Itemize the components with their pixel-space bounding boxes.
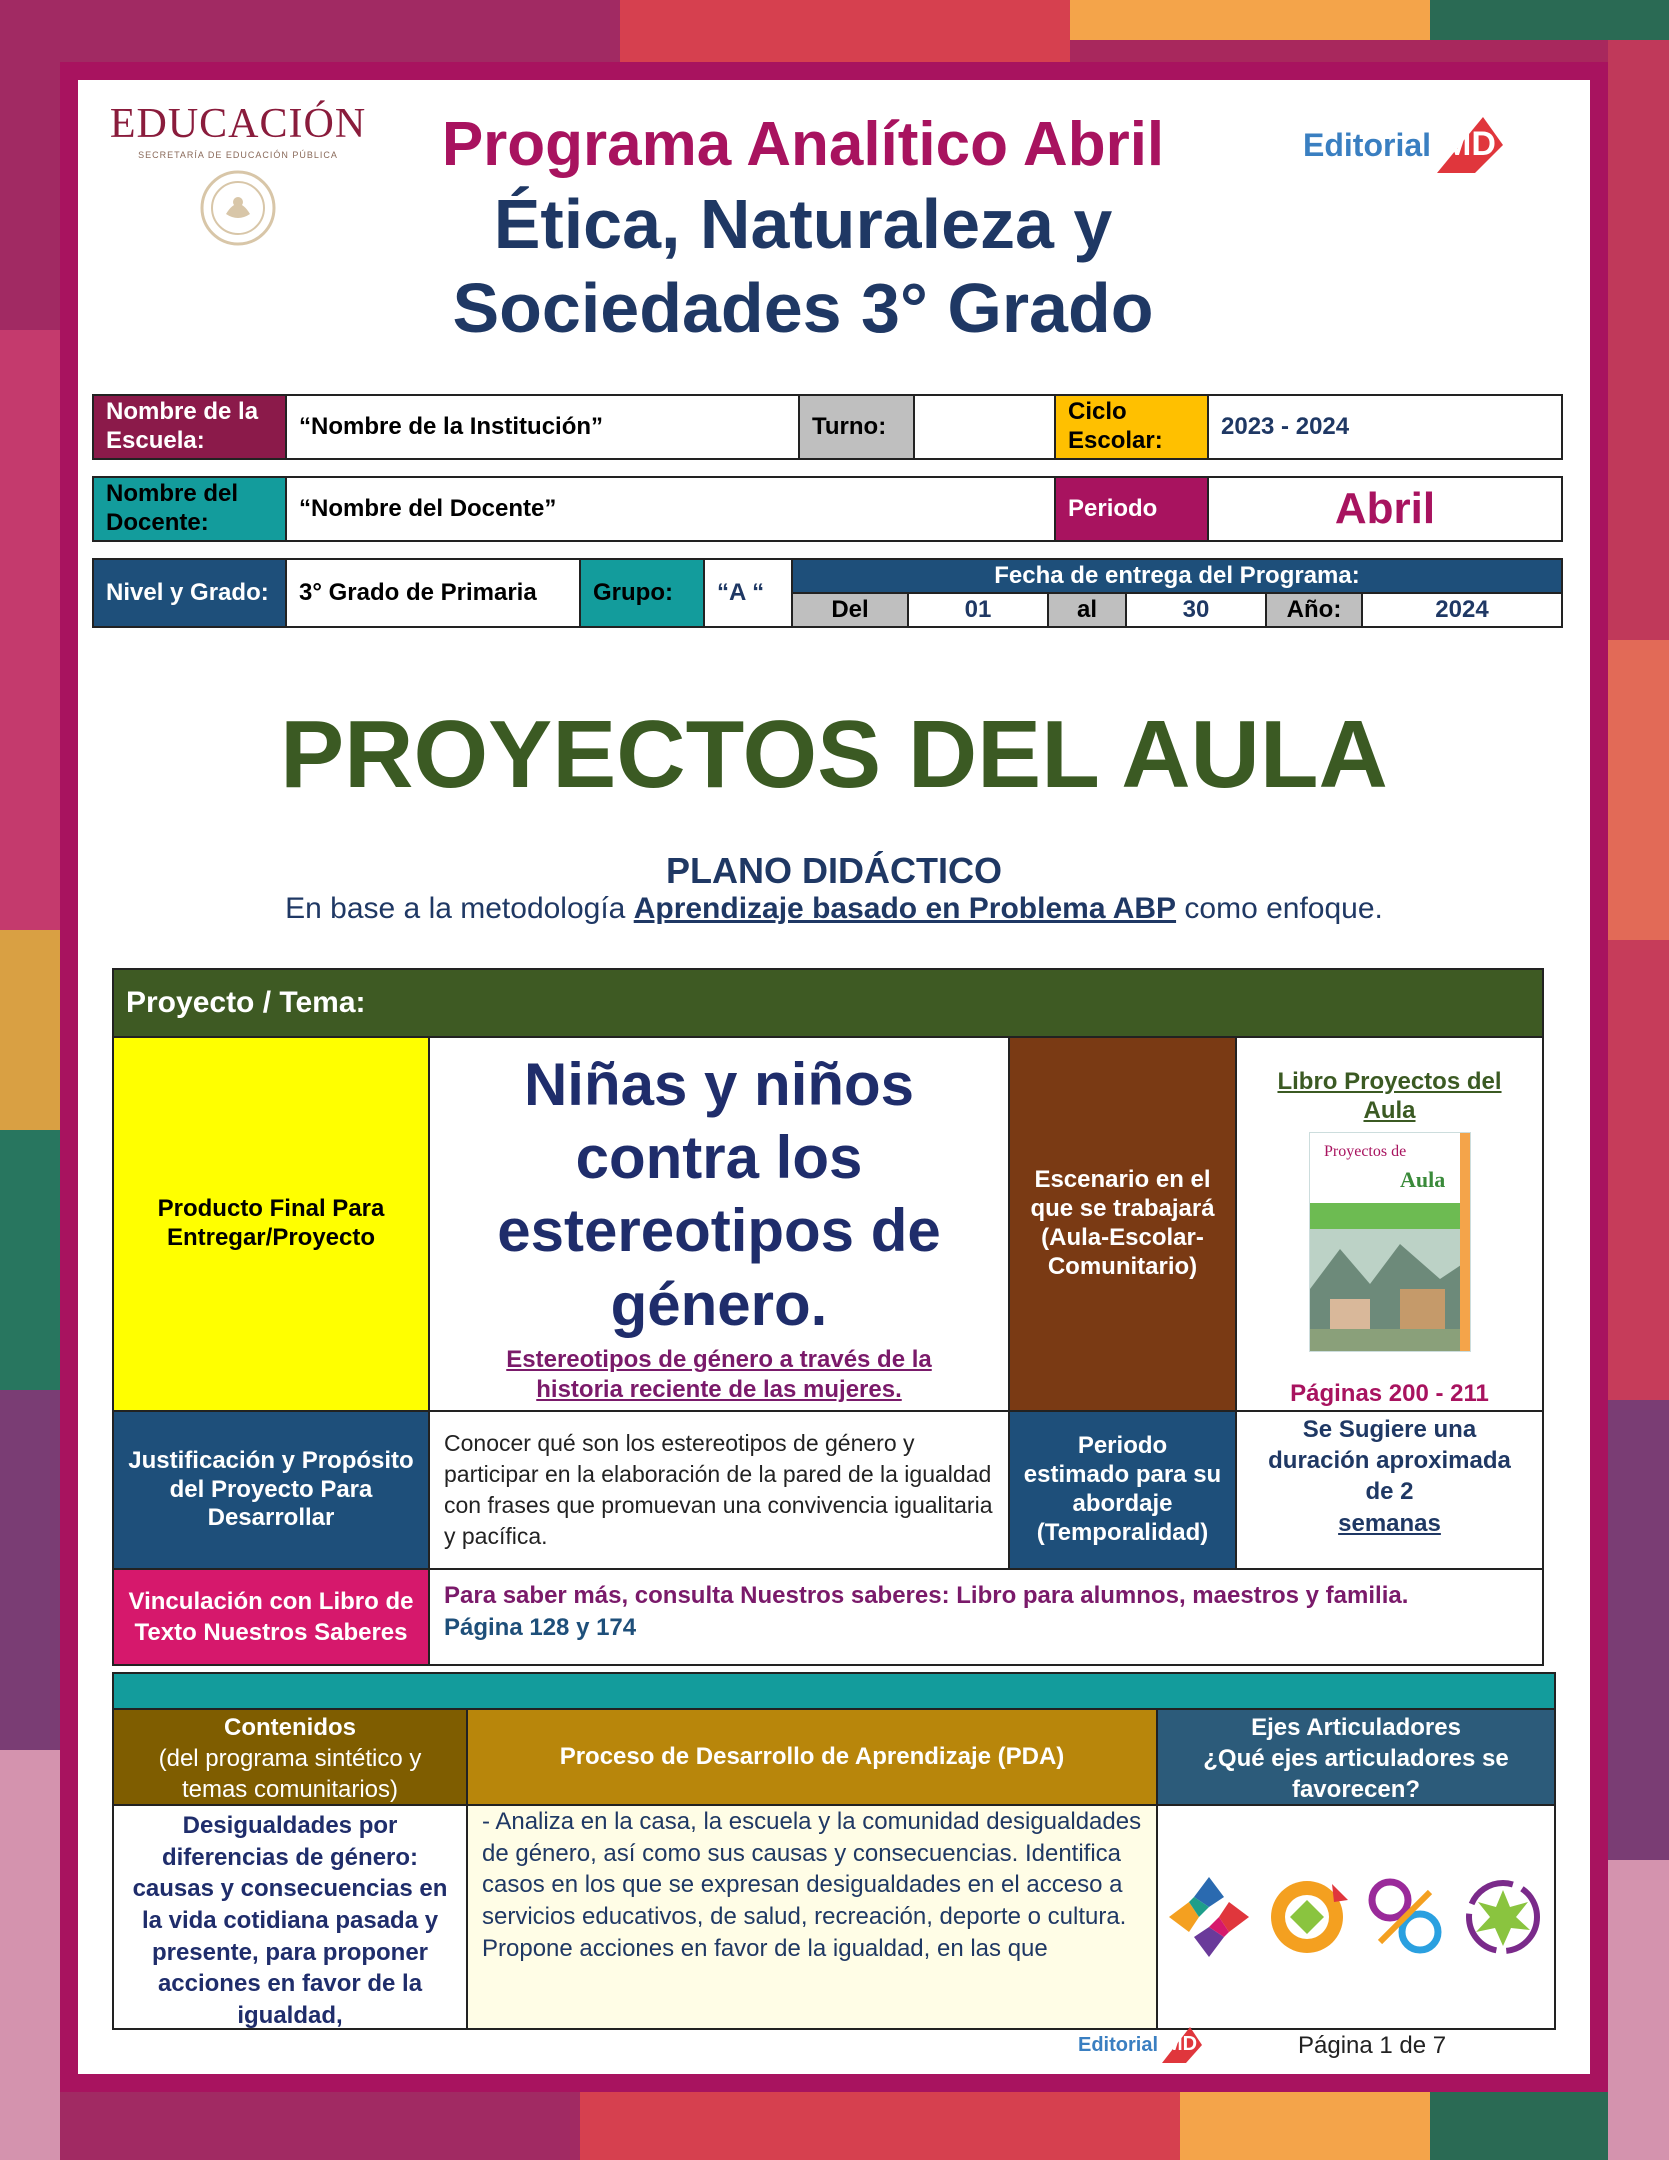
delivery-date-header: Fecha de entrega del Programa: [791,558,1563,594]
content-text-cell [112,1804,468,2030]
level-grade-value: 3° Grado de Primaria [285,558,581,628]
delivery-year-label: Año: [1265,592,1363,628]
group-label: Grupo: [579,558,705,628]
sep-logo-title: EDUCACIÓN [109,101,367,147]
background-tile [580,2092,1180,2160]
plan-intro: En base a la metodología Aprendizaje basado en Problema ABP como enfoque. [285,892,1383,925]
delivery-year-value: 2024 [1361,592,1563,628]
project-title-cell [428,1036,1010,1412]
background-tile [0,1130,60,1390]
background-tile [1180,2092,1430,2160]
plan-title: PLANO DIDÁCTICO [666,850,1002,891]
background-tile [1430,2092,1608,2160]
justification-label: Justificación y Propósito del Proyecto Para Desarrollar [112,1410,430,1570]
background-tile [1070,0,1430,40]
background-tile [60,2092,580,2160]
page-title [378,108,1228,350]
book-link[interactable]: Libro Proyectos del Aula [1277,1068,1502,1124]
document-page-frame [60,62,1608,2092]
background-tile [0,930,60,1130]
project-title: Niñas y niños contra los estereotipos de género. [497,1051,941,1338]
duration-cell [1235,1410,1544,1570]
axes-column-header: Ejes Articuladores ¿Qué ejes articuladores se favorecen? [1156,1708,1556,1806]
healthy-living-axis-icon [1458,1872,1548,1962]
book-cover-image [1309,1132,1471,1352]
gender-equality-axis-icon [1360,1872,1450,1962]
title-line-2: Ética, Naturaleza y [493,185,1113,264]
editorial-logo-mark: MD [1435,115,1505,175]
scenario-label: Escenario en el que se trabajará (Aula-Escolar-Comunitario) [1008,1036,1237,1412]
footer-editorial-logo: Editorial MD [1078,2020,1218,2070]
background-tile [0,1750,60,2160]
document-page [78,80,1590,2074]
contents-column-header: Contenidos (del programa sintético y temas comunitarios) [112,1708,468,1806]
background-tile [1608,640,1669,940]
delivery-from-label: Del [791,592,909,628]
textbook-link-pages: Página 128 y 174 [444,1614,637,1642]
background-tile [0,1390,60,1750]
school-cycle-label: Ciclo Escolar: [1054,394,1209,460]
teacher-name-field[interactable]: “Nombre del Docente” [285,476,1056,542]
pda-column-header: Proceso de Desarrollo de Aprendizaje (PDA) [466,1708,1158,1806]
school-cycle-value: 2023 - 2024 [1207,394,1563,460]
duration-text: Se Sugiere una duración aproximada de 2 [1268,1416,1511,1506]
background-tile [620,0,1070,62]
level-grade-label: Nivel y Grado: [92,558,287,628]
inclusion-axis-icon [1164,1872,1254,1962]
duration-weeks: semanas [1338,1509,1441,1537]
sep-logo-subtitle: SECRETARÍA DE EDUCACIÓN PÚBLICA [138,150,338,160]
shift-field[interactable] [913,394,1056,460]
coat-of-arms-icon [198,168,278,248]
pda-text-cell [466,1804,1158,2030]
textbook-link-text: Para saber más, consulta Nuestros saberes: Libro para alumnos, maestros y familia. [444,1582,1409,1609]
background-tile [1608,1400,1669,1860]
textbook-link-cell [428,1568,1544,1666]
abp-methodology-link[interactable]: Aprendizaje basado en Problema ABP [633,892,1177,925]
estimated-period-label: Periodo estimado para su abordaje (Temporalidad) [1008,1410,1237,1570]
group-value: “A “ [703,558,793,628]
background-tile [1608,40,1669,640]
book-cell [1235,1036,1544,1412]
project-table-header: Proyecto / Tema: [112,968,1544,1038]
book-pages: Páginas 200 - 211 [1290,1380,1489,1407]
period-value: Abril [1207,476,1563,542]
delivery-to-label: al [1047,592,1127,628]
sep-logo [88,100,388,250]
background-tile [1430,0,1669,40]
editorial-logo [1303,110,1523,180]
pda-text: - Analiza en la casa, la escuela y la comunidad desigualdades de género, así como sus causas y consecuencias. Identifica casos en los que se expresan desigualdades en el acceso a servicios educativos, de salud, recreación, deporte o cultura. Propone acciones en favor de la igualdad, en las que [482,1808,1142,1962]
content-text: Desigualdades por diferencias de género: causas y consecuencias en la vida cotidiana pasada y presente, para proponer acciones en favor de la igualdad, [132,1812,448,2030]
justification-text: Conocer qué son los estereotipos de género y participar en la elaboración de la pared de la igualdad con frases que promuevan una convivencia igualitaria y pacífica. [428,1410,1010,1570]
period-label: Periodo [1054,476,1209,542]
axes-icons-cell [1156,1804,1556,2030]
editorial-logo-text: Editorial [1303,126,1432,163]
book-cover-title: Proyectos de [1324,1143,1407,1160]
shift-label: Turno: [798,394,915,460]
critical-thinking-axis-icon [1262,1872,1352,1962]
school-name-label: Nombre de la Escuela: [92,394,287,460]
background-tile [0,330,60,930]
title-line-3: Sociedades 3° Grado [452,269,1154,348]
final-product-label: Producto Final Para Entregar/Proyecto [112,1036,430,1412]
book-cover-subtitle: Aula [1400,1167,1446,1192]
textbook-link-label: Vinculación con Libro de Texto Nuestros Saberes [112,1568,430,1666]
delivery-from-value: 01 [907,592,1049,628]
background-tile [1608,940,1669,1400]
content-table-bar [112,1672,1556,1710]
page-number: Página 1 de 7 [1298,2032,1447,2059]
section-title: PROYECTOS DEL AULA [280,701,1388,808]
teacher-name-label: Nombre del Docente: [92,476,287,542]
book-cover-illustration-icon [1310,1229,1470,1351]
school-name-field[interactable]: “Nombre de la Institución” [285,394,800,460]
background-tile [120,0,620,62]
project-subtitle[interactable]: Estereotipos de género a través de la historia reciente de las mujeres. [506,1345,932,1403]
delivery-to-value: 30 [1125,592,1267,628]
title-line-1: Programa Analítico Abril [441,110,1165,179]
background-tile [1608,1860,1669,2160]
